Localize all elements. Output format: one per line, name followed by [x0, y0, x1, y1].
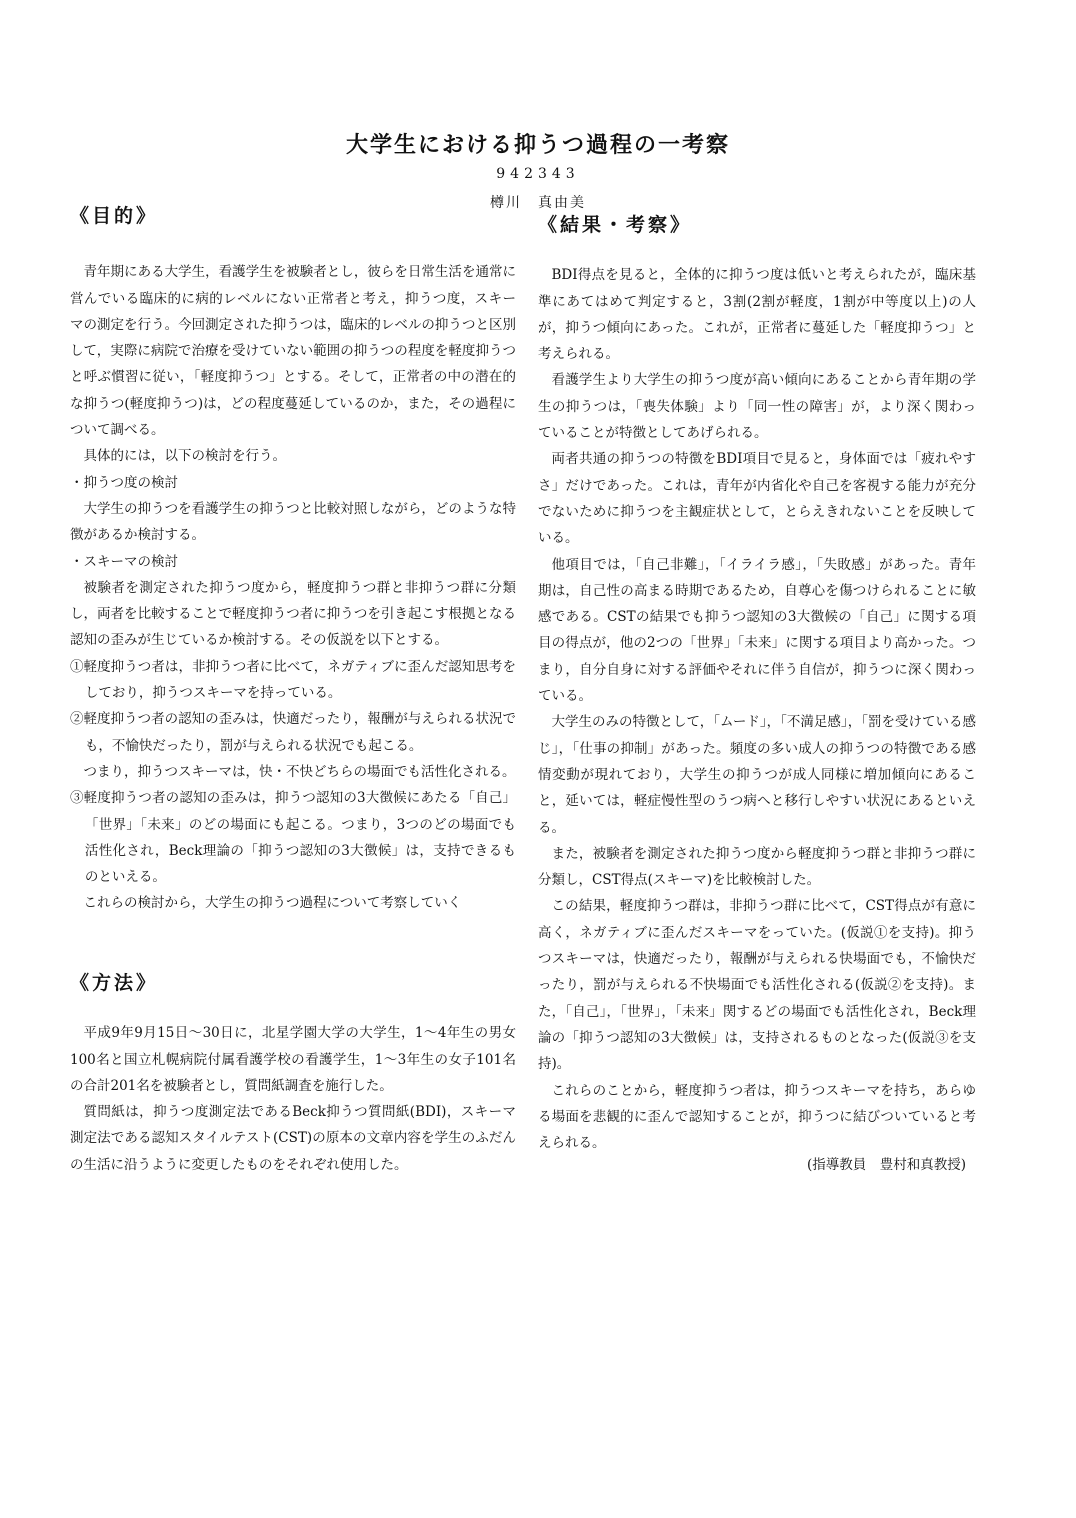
advisor-note: (指導教員 豊村和真教授) — [806, 1157, 966, 1173]
purpose-section — [70, 203, 516, 917]
purpose-heading: 《目的》 — [70, 205, 159, 227]
results-heading: 《結果・考察》 — [538, 214, 693, 236]
subsection-body-schema: 被験者を測定された抑うつ度から，軽度抑うつ群と非抑うつ群に分類し，両者を比較することで軽度抑うつ者に抑うつを引き起こす根拠となる認知の歪みが生じているか検討する。その仮説を以下とする。 — [70, 579, 516, 649]
subsection-title-depression: ・抑うつ度の検討 — [70, 474, 178, 491]
results-paragraph-2: 看護学生より大学生の抑うつ度が高い傾向にあることから青年期の学生の抑うつは，「喪失体験」より「同一性の障害」が，より深く関わっていることが特徴としてあげられる。 — [538, 372, 976, 442]
results-paragraph-5: 大学生のみの特徴として，「ムード」，「不満足感」，「罰を受けている感じ」，「仕事の抑制」があった。頻度の多い成人の抑うつの特徴である感情変動が現れており，大学生の抑うつが成人同様に増加傾向にあること，延いては，軽症慢性型のうつ病へと移行しやすい状況にあるといえる。 — [538, 714, 976, 836]
hypothesis-3: ③軽度抑うつ者の認知の歪みは，抑うつ認知の3大徴候にあたる「自己」「世界」「未来」のどの場面にも起こる。つまり，3つのどの場面でも活性化され，Beck理論の「抑うつ認知の3大徴候」は，支持できるものといえる。 — [70, 790, 516, 886]
hypothesis-2-continued: つまり，抑うつスキーマは，快・不快どちらの場面でも活性化される。 — [83, 763, 516, 780]
method-section — [70, 970, 516, 1178]
subsection-body-depression: 大学生の抑うつを看護学生の抑うつと比較対照しながら，どのような特徴があるか検討する。 — [70, 500, 516, 544]
hypothesis-2: ②軽度抑うつ者の認知の歪みは，快適だったり，報酬が与えられる状況でも，不愉快だったり，罰が与えられる状況でも起こる。 — [70, 711, 516, 754]
purpose-paragraph-2: 具体的には，以下の検討を行う。 — [83, 448, 286, 465]
results-paragraph-3: 両者共通の抑うつの特徴をBDI項目で見ると，身体面では「疲れやすさ」だけであった。これは，青年が内省化や自己を客視する能力が充分でないために抑うつを主観症状として，とらえきれないことを反映している。 — [538, 451, 976, 547]
hypothesis-1: ①軽度抑うつ者は，非抑うつ者に比べて，ネガティブに歪んだ認知思考をしており，抑うつスキーマを持っている。 — [70, 658, 516, 702]
results-section — [538, 212, 976, 1156]
method-heading: 《方法》 — [70, 972, 159, 994]
purpose-closing: これらの検討から，大学生の抑うつ過程について考察していく — [83, 895, 462, 912]
purpose-paragraph-1: 青年期にある大学生，看護学生を被験者とし，彼らを日常生活を通常に営んでいる臨床的に病的レベルにない正常者と考え，抑うつ度，スキーマの測定を行う。今回測定された抑うつは，臨床的レベルの抑うつと区別して，実際に病院で治療を受けていない範囲の抑うつの程度を軽度抑うつと呼ぶ慣習に従い，「軽度抑うつ」とする。そして，正常者の中の潜在的な抑うつ(軽度抑うつ)は，どの程度蔓延しているのか，また，その過程について調べる。 — [70, 264, 516, 439]
author-name: 樽川 真由美 — [490, 195, 586, 211]
results-paragraph-1: BDI得点を見ると，全体的に抑うつ度は低いと考えられたが，臨床基準にあてはめて判定すると，3割(2割が軽度，1割が中等度以上)の人が，抑うつ傾向にあった。これが，正常者に蔓延した「軽度抑うつ」と考えられる。 — [538, 267, 976, 363]
student-id: 942343 — [496, 166, 580, 182]
method-paragraph-1: 平成9年9月15日～30日に，北星学園大学の大学生，1～4年生の男女100名と国立札幌病院付属看護学校の看護学生，1～3年生の女子101名の合計201名を被験者とし，質問紙調査を施行した。 — [70, 1025, 516, 1094]
method-paragraph-2: 質問紙は，抑うつ度測定法であるBeck抑うつ質問紙(BDI)，スキーマ測定法である認知スタイルテスト(CST)の原本の文章内容を学生のふだんの生活に沿うように変更したものをそれぞれ使用した。 — [70, 1104, 516, 1173]
results-paragraph-8: これらのことから，軽度抑うつ者は，抑うつスキーマを持ち，あらゆる場面を悲観的に歪んで認知することが，抑うつに結びついていると考えられる。 — [538, 1082, 976, 1152]
subsection-title-schema: ・スキーマの検討 — [70, 553, 178, 570]
paper-title: 大学生における抑うつ過程の一考察 — [345, 133, 730, 158]
results-paragraph-6: また，被験者を測定された抑うつ度から軽度抑うつ群と非抑うつ群に分類し，CST得点(スキーマ)を比較検討した。 — [538, 845, 976, 889]
results-paragraph-7: この結果，軽度抑うつ群は，非抑うつ群に比べて，CST得点が有意に高く，ネガティブに歪んだスキーマをっていた。(仮説①を支持)。抑うつスキーマは，快適だったり，報酬が与えられる快場面でも，不愉快だったり，罰が与えられる不快場面でも活性化される(仮説②を支持)。また，「自己」，「世界」，「未来」関するどの場面でも活性化され，Beck理論の「抑うつ認知の3大徴候」は，支持されるものとなった(仮説③を支持)。 — [538, 898, 976, 1073]
results-paragraph-4: 他項目では，「自己非難」，「イライラ感」，「失敗感」があった。青年期は，自己性の高まる時期であるため，自尊心を傷つけられることに敏感である。CSTの結果でも抑うつ認知の3大徴候の「自己」に関する項目の得点が，他の2つの「世界」「未来」に関する項目より高かった。つまり，自分自身に対する評価やそれに伴う自信が，抑うつに深く関わっている。 — [538, 556, 976, 705]
